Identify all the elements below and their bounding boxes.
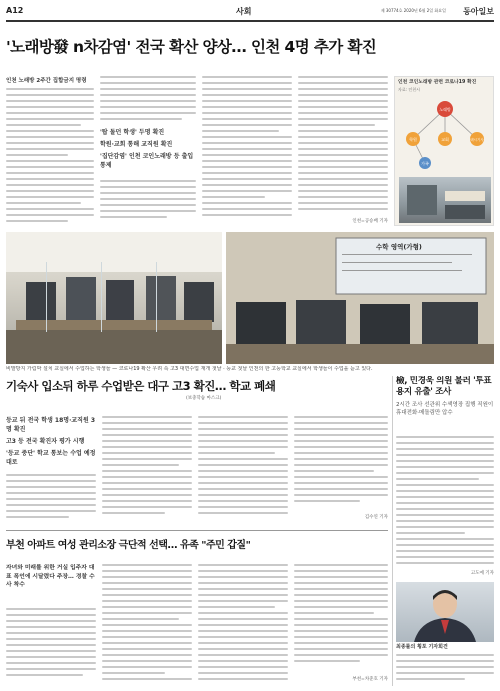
photo-caption-1: 비말방지 가림막 설치 교실에서 수업하는 학생들 — 코로나19 확산 우려 속 고3 대면수업 재개 첫날	[6, 366, 222, 372]
profile-text	[396, 654, 494, 686]
top-col-sub-2: 학원·교회 통해 교직원 확진	[100, 141, 173, 148]
mid-headline: 기숙사 입소뒤 하루 수업받은 대구 고3 확진… 학교 폐쇄	[6, 379, 276, 393]
right-story	[396, 376, 494, 576]
page-number: A12	[6, 6, 24, 15]
node-label-4: 가족	[421, 161, 429, 166]
infographic-diagram	[395, 95, 494, 175]
top-col-4	[298, 76, 388, 226]
top-col-3	[202, 76, 292, 226]
photo-caption-2: 등교 첫날 인천의 한 고등학교 교실에서 학생들이 수업을 듣고 있다.	[226, 366, 373, 372]
mid-col-4	[294, 416, 388, 526]
top-col-sub-3: '집단감염' 인천 코인노래방 등 출입 통제	[100, 153, 194, 169]
page-header	[6, 5, 494, 19]
mid-col-1	[6, 416, 96, 526]
top-sub-1: 인천 노래방 2주간 집합금지 명령	[6, 78, 87, 84]
bottom-col-4	[294, 564, 388, 686]
infographic-title: 인천 코인노래방 관련 코로나19 확진	[398, 80, 477, 85]
top-byline: 인천=공승배 기자	[352, 219, 388, 224]
top-headline-block	[6, 36, 494, 58]
node-label-3: 택시기사	[470, 138, 484, 142]
bottom-headline: 부천 아파트 여성 관리소장 극단적 선택… 유족 "주민 갑질"	[6, 540, 251, 551]
profile-caption	[396, 644, 494, 651]
mid-col-2	[102, 416, 192, 526]
mid-headline-block	[6, 378, 388, 408]
node-label-1: 학원	[409, 137, 417, 142]
header-rule	[6, 20, 494, 22]
infographic-note: 자료: 인천시	[398, 87, 420, 92]
right-column-rule	[392, 376, 393, 686]
classroom-photo-2-art	[226, 232, 494, 364]
mid-col-3	[198, 416, 288, 526]
top-headline: '노래방發 n차감염' 전국 확산 양상… 인천 4명 추가 확진	[6, 38, 377, 56]
mid-sub-3: '등교 중단' 학교 통보는 수업 예정대로	[6, 450, 96, 466]
node-label-0: 노래방	[439, 107, 451, 112]
mid-sub-2: 고3 등 전국 확진자 평가 시행	[6, 438, 85, 445]
section-name: 사회	[236, 7, 252, 16]
classroom-photo-2	[226, 232, 494, 364]
right-byline: 고도예 기자	[470, 571, 494, 576]
profile-photo-art	[396, 582, 494, 642]
bottom-byline: 부천=차준호 기자	[352, 677, 388, 682]
top-col-sub-1: '탑 돌던 학생' 두명 확진	[100, 129, 165, 136]
mid-sub-1: 등교 뒤 전국 학생 18명·교직원 3명 확진	[6, 417, 96, 433]
mid-byline: 김수연 기자	[364, 515, 388, 520]
infographic-box	[394, 76, 494, 226]
profile-caption-text: 최종률의 횡포 기자회견	[396, 644, 448, 650]
masthead: 동아일보	[463, 7, 494, 16]
right-sub: 2시간 조사 선관위 수색영장 집행 직원이 휴대전화·메돌림만 압수	[396, 402, 494, 416]
bottom-sub: 자녀와 미래를 위한 거실 입주자 대표 폭언에 시달렸다 주장… 경찰 수사 착수	[6, 565, 95, 588]
mid-kicker: (보충학습 마스크)	[186, 396, 222, 401]
classroom-photo-1	[6, 232, 222, 364]
building-photo	[399, 177, 491, 223]
bottom-col-1	[6, 564, 96, 686]
profile-photo	[396, 582, 494, 642]
bottom-headline-block	[6, 538, 388, 556]
classroom-photo-1-art	[6, 232, 222, 364]
photo-caption: 비말방지 가림막 설치 교실에서 수업하는 학생들 — 코로나19 확산 우려 속 고3 대면수업 재개 첫날 · 등교 첫날 인천의 한 고등학교 교실에서 학생들이 수업을 듣고 있다.	[6, 366, 373, 372]
top-col-2	[100, 76, 196, 226]
right-headline: 檢, 민경욱 의원 불러 '투표용지 유출' 조사	[396, 376, 492, 397]
board-text: 수학 영역(가형)	[376, 243, 422, 251]
mid-bottom-rule	[6, 530, 388, 531]
bottom-col-2	[102, 564, 192, 686]
top-col-1	[6, 76, 94, 226]
date-line: 제 30774호 2020년 6월 2일 화요일	[380, 8, 446, 13]
bottom-col-3	[198, 564, 288, 686]
node-label-2: 교회	[441, 137, 449, 142]
